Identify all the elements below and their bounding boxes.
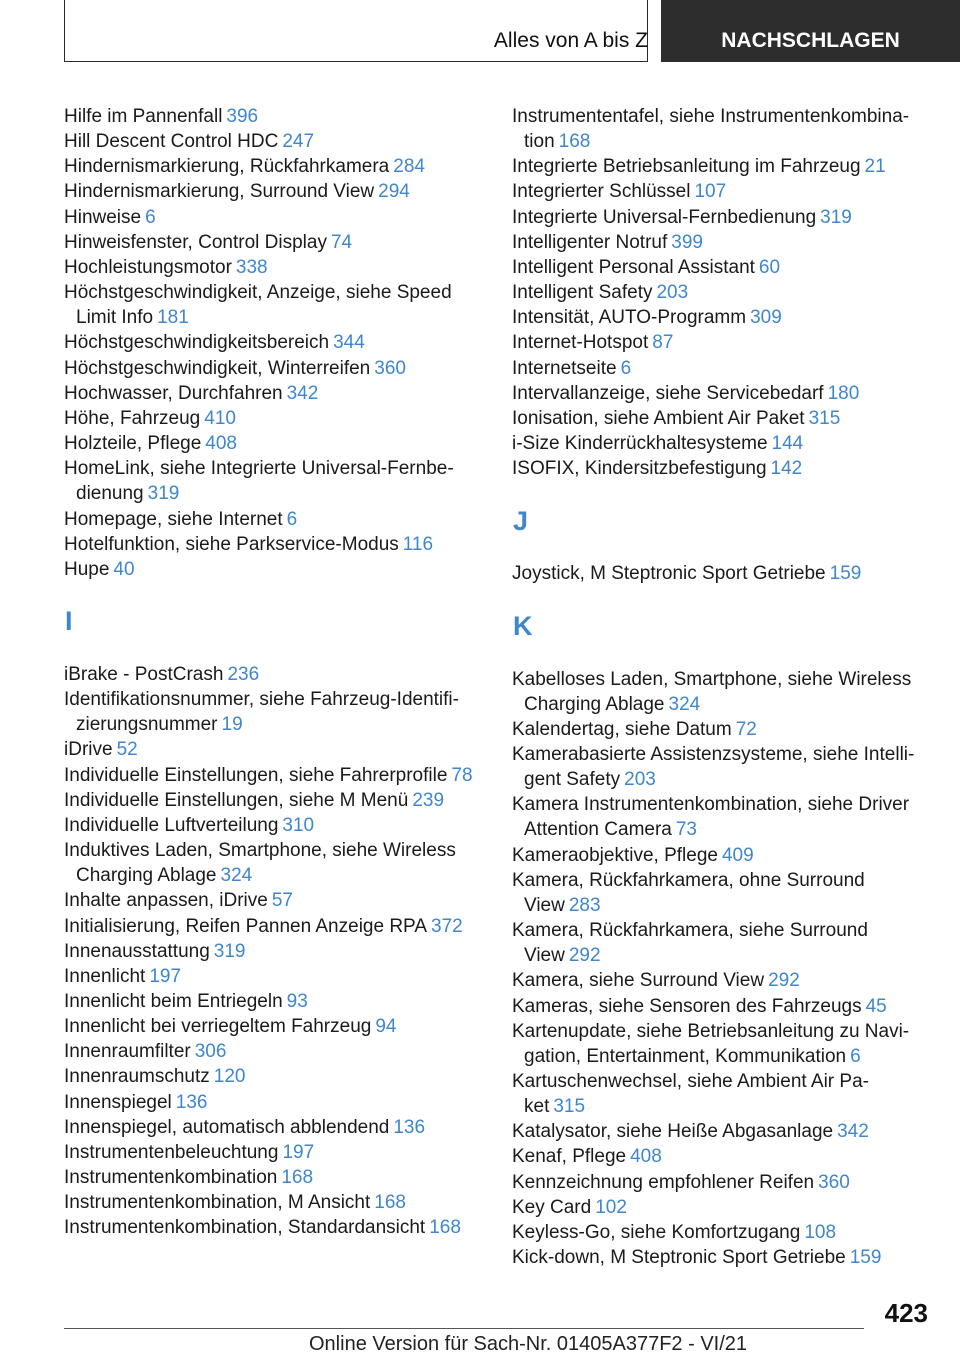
page-reference-link[interactable]: 87 [652, 332, 674, 354]
entry-term: Intensität, AUTO-Programm [512, 307, 747, 329]
entry-term: Höhe, Fahrzeug [64, 407, 201, 429]
index-entry [64, 557, 494, 582]
entry-term: Ionisation, siehe Ambient Air Paket [512, 407, 805, 429]
entry-term: iBrake - PostCrash [64, 663, 224, 685]
entry-term: Innenlicht beim Entriegeln [64, 991, 283, 1012]
entry-term: Hinweise [64, 206, 142, 228]
index-letter-heading: J [513, 505, 529, 536]
index-entry [512, 456, 942, 481]
index-entry [64, 431, 494, 456]
page-reference-link[interactable]: 107 [694, 181, 727, 203]
index-entry [64, 813, 494, 838]
index-entry [512, 305, 942, 330]
entry-term: Joystick, M Steptronic Sport Getriebe [512, 563, 826, 585]
page-reference-link[interactable]: 239 [412, 789, 445, 811]
entry-term: Kamera Instrumentenkombination, siehe Driver [512, 794, 910, 816]
entry-term: Kamera, Rückfahrkamera, siehe Surround [512, 920, 868, 942]
index-entry [512, 1170, 942, 1195]
page-reference-link[interactable]: 409 [721, 844, 754, 866]
entry-term: Initialisierung, Reifen Pannen Anzeige RPA [64, 915, 427, 937]
index-entry [64, 838, 494, 888]
page-reference-link[interactable]: 324 [668, 693, 701, 715]
page-reference-link[interactable]: 324 [220, 865, 253, 887]
entry-term: Instrumentenkombination [64, 1167, 278, 1189]
entry-term: Instrumentenbeleuchtung [64, 1141, 279, 1163]
entry-term-continuation: Charging Ablage [76, 865, 217, 887]
index-entry [64, 989, 494, 1014]
page-reference-link[interactable]: 399 [671, 231, 703, 253]
entry-term: Kalendertag, siehe Datum [512, 718, 732, 740]
page-reference-link[interactable]: 108 [804, 1221, 837, 1243]
page-reference-link[interactable]: 60 [758, 256, 781, 278]
index-entry [64, 687, 494, 737]
entry-term: Innenspiegel, automatisch abblendend [64, 1116, 390, 1138]
footer-text: Online Version für Sach-Nr. 01405A377F2 - VI/21 [309, 1333, 748, 1355]
index-column-left [64, 104, 494, 1241]
index-entry [64, 964, 494, 989]
page-reference-link[interactable]: 74 [330, 231, 353, 253]
index-entry [64, 1039, 494, 1064]
page-reference-link[interactable]: 142 [770, 458, 803, 480]
index-entry [512, 154, 942, 179]
index-entry [64, 914, 494, 939]
entry-term: Individuelle Einstellungen, siehe M Menü [64, 789, 409, 811]
entry-term: i-Size Kinderrückhaltesysteme [512, 433, 768, 455]
index-entry [64, 507, 494, 532]
page-reference-link[interactable]: 159 [849, 1247, 882, 1269]
index-entry [64, 381, 494, 406]
footer-divider [64, 1328, 864, 1329]
index-entry [64, 1140, 494, 1165]
page-reference-link[interactable]: 360 [374, 357, 406, 379]
entry-term: Kabelloses Laden, Smartphone, siehe Wireless [512, 668, 912, 690]
page-reference-link[interactable]: 40 [113, 558, 135, 580]
page-reference-link[interactable]: 319 [213, 940, 246, 962]
index-entry [64, 205, 494, 230]
entry-term: Innenausstattung [64, 940, 210, 962]
page-reference-link[interactable]: 52 [116, 739, 138, 761]
index-entry [512, 1019, 942, 1069]
page-reference-link[interactable]: 6 [620, 357, 632, 379]
entry-term: Integrierte Universal-Fernbedienung [512, 206, 817, 228]
entry-term: Hill Descent Control HDC [64, 131, 279, 153]
index-entry [512, 356, 942, 381]
index-entry [64, 1215, 494, 1240]
page-reference-link[interactable]: 197 [149, 965, 182, 987]
entry-term-continuation: View [524, 894, 565, 916]
page-reference-link[interactable]: 344 [333, 332, 365, 354]
page-reference-link[interactable]: 338 [235, 256, 268, 278]
entry-term: Hinweisfenster, Control Display [64, 231, 327, 253]
page-reference-link[interactable]: 247 [282, 131, 315, 153]
entry-term: Instrumentenkombination, Standardansicht [64, 1217, 426, 1239]
index-entry [512, 1195, 942, 1220]
entry-term: Intervallanzeige, siehe Servicebedarf [512, 382, 824, 404]
index-entry [64, 1064, 494, 1089]
page-reference-link[interactable]: 283 [568, 894, 601, 916]
page-reference-link[interactable]: 319 [820, 206, 852, 228]
entry-term: Kamerabasierte Assistenzsysteme, siehe Intelli‐ [512, 743, 915, 765]
page-reference-link[interactable]: 360 [818, 1171, 850, 1193]
entry-term-continuation: ket [524, 1096, 550, 1118]
entry-term-continuation: zierungsnummer [76, 714, 218, 736]
index-entry [512, 104, 942, 154]
entry-term: iDrive [64, 739, 113, 761]
entry-term: Hupe [64, 558, 110, 580]
entry-term: HomeLink, siehe Integrierte Universal-Fernbe‐ [64, 458, 454, 480]
index-entry [64, 230, 494, 255]
entry-term-continuation: dienung [76, 483, 144, 505]
entry-term-continuation: Attention Camera [524, 819, 672, 841]
entry-term: Instrumentenkombination, M Ansicht [64, 1192, 371, 1214]
page-reference-link[interactable]: 410 [204, 407, 236, 429]
index-entry [64, 888, 494, 913]
index-entry [512, 1119, 942, 1144]
page-reference-link[interactable]: 21 [864, 156, 886, 178]
page-reference-link[interactable]: 116 [402, 533, 434, 555]
index-entry [512, 381, 942, 406]
section-title: Alles von A bis Z [493, 29, 648, 52]
entry-term: Hochleistungsmotor [64, 256, 232, 278]
page-reference-link[interactable]: 93 [286, 991, 308, 1012]
page-reference-link[interactable]: 6 [145, 206, 156, 228]
index-entry [64, 532, 494, 557]
page-reference-link[interactable]: 197 [282, 1141, 315, 1163]
page-reference-link[interactable]: 45 [865, 995, 887, 1017]
entry-term: Kartenupdate, siehe Betriebsanleitung zu Navi‐ [512, 1020, 910, 1042]
index-entry [64, 737, 494, 762]
index-entry [512, 280, 942, 305]
entry-term: Kennzeichnung empfohlener Reifen [512, 1171, 815, 1193]
index-entry [64, 1090, 494, 1115]
index-entry [64, 280, 494, 330]
entry-term: Kamera, Rückfahrkamera, ohne Surround [512, 869, 865, 891]
page-reference-link[interactable]: 6 [286, 508, 298, 530]
index-entry [64, 255, 494, 280]
entry-term: Key Card [512, 1196, 592, 1218]
page-reference-link[interactable]: 168 [558, 131, 591, 153]
page-reference-link[interactable]: 284 [393, 156, 425, 178]
index-entry [64, 763, 494, 788]
index-entry [64, 1014, 494, 1039]
entry-term: Innenraumfilter [64, 1041, 191, 1063]
entry-term: Instrumententafel, siehe Instrumentenkombina‐ [512, 106, 910, 127]
index-entry [512, 843, 942, 868]
page-reference-link[interactable]: 315 [553, 1096, 586, 1118]
page-reference-link[interactable]: 342 [837, 1121, 869, 1143]
page-reference-link[interactable]: 168 [374, 1192, 406, 1214]
page-reference-link[interactable]: 292 [768, 970, 800, 992]
entry-term: Innenspiegel [64, 1091, 172, 1113]
entry-term: Internet-Hotspot [512, 332, 649, 354]
index-entry [64, 179, 494, 204]
entry-term: Innenlicht [64, 965, 146, 987]
index-entry [64, 330, 494, 355]
entry-term-continuation: gation, Entertainment, Kommunikation [524, 1045, 847, 1067]
page-reference-link[interactable]: 73 [675, 819, 697, 841]
page-reference-link[interactable]: 408 [205, 433, 237, 455]
index-entry [512, 742, 942, 792]
entry-term: Höchstgeschwindigkeitsbereich [64, 332, 330, 354]
page-reference-link[interactable]: 306 [194, 1041, 227, 1063]
page-reference-link[interactable]: 136 [393, 1116, 426, 1138]
index-entry [512, 179, 942, 204]
entry-term: Integrierte Betriebsanleitung im Fahrzeug [512, 156, 861, 178]
entry-term: Innenraumschutz [64, 1066, 210, 1088]
entry-term: Kick-down, M Steptronic Sport Getriebe [512, 1247, 846, 1269]
index-entry [512, 717, 942, 742]
entry-term-continuation: tion [524, 131, 555, 153]
index-entry [64, 104, 494, 129]
page-reference-link[interactable]: 342 [286, 382, 319, 404]
entry-term: Intelligent Personal Assistant [512, 256, 755, 278]
index-entry [512, 230, 942, 255]
entry-term: Holzteile, Pflege [64, 433, 202, 455]
index-letter-heading: I [65, 606, 73, 637]
entry-term: Hilfe im Pannenfall [64, 106, 223, 127]
entry-term: Individuelle Einstellungen, siehe Fahrerprofile [64, 764, 448, 786]
entry-term: Hindernismarkierung, Surround View [64, 181, 375, 203]
index-entry [512, 868, 942, 918]
index-entry [64, 939, 494, 964]
page-reference-link[interactable]: 203 [624, 769, 656, 791]
index-entry [512, 792, 942, 842]
entry-term: Intelligent Safety [512, 282, 653, 304]
index-entry [64, 356, 494, 381]
page-reference-link[interactable]: 294 [378, 181, 410, 203]
entry-term: Innenlicht bei verriegeltem Fahrzeug [64, 1016, 372, 1038]
page-reference-link[interactable]: 292 [568, 945, 601, 967]
entry-term: Kameraobjektive, Pflege [512, 844, 718, 866]
entry-term: Katalysator, siehe Heiße Abgasanlage [512, 1121, 834, 1143]
index-entry [512, 1220, 942, 1245]
page-reference-link[interactable]: 144 [771, 433, 804, 455]
entry-term-continuation: gent Safety [524, 769, 621, 791]
index-entry [512, 406, 942, 431]
page-reference-link[interactable]: 78 [451, 764, 473, 786]
index-column-right [512, 104, 942, 1270]
entry-term: Keyless-Go, siehe Komfortzugang [512, 1221, 801, 1243]
page-reference-link[interactable]: 57 [271, 890, 293, 912]
entry-term: Hindernismarkierung, Rückfahrkamera [64, 156, 390, 178]
page-reference-link[interactable]: 72 [735, 718, 757, 740]
entry-term: Integrierter Schlüssel [512, 181, 691, 203]
entry-term: Kamera, siehe Surround View [512, 970, 765, 992]
index-entry [512, 994, 942, 1019]
page-reference-link[interactable]: 319 [147, 483, 180, 505]
index-entry [64, 406, 494, 431]
entry-term: Kenaf, Pflege [512, 1146, 627, 1168]
chapter-tab: NACHSCHLAGEN [661, 0, 960, 62]
entry-term: Identifikationsnummer, siehe Fahrzeug-Identifi‐ [64, 689, 459, 711]
entry-term-continuation: Limit Info [76, 307, 154, 329]
index-entry [64, 662, 494, 687]
index-entry [64, 456, 494, 506]
page-reference-link[interactable]: 396 [226, 106, 259, 127]
page-reference-link[interactable]: 19 [221, 714, 243, 736]
entry-term: Höchstgeschwindigkeit, Winterreifen [64, 357, 371, 379]
page-reference-link[interactable]: 120 [213, 1066, 246, 1088]
entry-term: Hotelfunktion, siehe Parkservice-Modus [64, 533, 399, 555]
index-entry [512, 1245, 942, 1270]
page-reference-link[interactable]: 136 [175, 1091, 208, 1113]
index-entry [512, 205, 942, 230]
page-reference-link[interactable]: 372 [431, 915, 463, 937]
entry-term: ISOFIX, Kindersitzbefestigung [512, 458, 767, 480]
index-entry [512, 1144, 942, 1169]
page-reference-link[interactable]: 6 [850, 1045, 861, 1067]
entry-term: Höchstgeschwindigkeit, Anzeige, siehe Speed [64, 282, 452, 304]
index-entry [512, 330, 942, 355]
index-entry [512, 561, 942, 586]
index-entry [512, 667, 942, 717]
page-reference-link[interactable]: 181 [157, 307, 189, 329]
entry-term: Internetseite [512, 357, 617, 379]
page-reference-link[interactable]: 310 [282, 814, 315, 836]
entry-term: Intelligenter Notruf [512, 231, 668, 253]
page-number: 423 [884, 1298, 928, 1328]
entry-term-continuation: Charging Ablage [524, 693, 665, 715]
index-entry [64, 154, 494, 179]
page-reference-link[interactable]: 168 [281, 1167, 314, 1189]
page-reference-link[interactable]: 159 [829, 563, 862, 585]
page-reference-link[interactable]: 309 [750, 307, 782, 329]
index-entry [512, 918, 942, 968]
entry-term: Kartuschenwechsel, siehe Ambient Air Pa‐ [512, 1071, 869, 1092]
index-entry [512, 968, 942, 993]
entry-term-continuation: View [524, 945, 565, 967]
entry-term: Inhalte anpassen, iDrive [64, 890, 268, 912]
page-reference-link[interactable]: 408 [630, 1146, 662, 1168]
entry-term: Homepage, siehe Internet [64, 508, 283, 530]
page-reference-link[interactable]: 94 [375, 1016, 397, 1038]
index-entry [64, 788, 494, 813]
entry-term: Hochwasser, Durchfahren [64, 382, 283, 404]
page-reference-link[interactable]: 180 [827, 382, 860, 404]
page-reference-link[interactable]: 168 [429, 1217, 461, 1239]
entry-term: Individuelle Luftverteilung [64, 814, 279, 836]
index-entry [512, 255, 942, 280]
page-reference-link[interactable]: 236 [227, 663, 260, 685]
index-entry [64, 1165, 494, 1190]
page-reference-link[interactable]: 102 [595, 1196, 627, 1218]
page-reference-link[interactable]: 315 [808, 407, 841, 429]
entry-term: Induktives Laden, Smartphone, siehe Wireless [64, 840, 456, 862]
index-entry [512, 431, 942, 456]
index-entry [512, 1069, 942, 1119]
page-reference-link[interactable]: 203 [656, 282, 689, 304]
index-entry [64, 129, 494, 154]
entry-term: Kameras, siehe Sensoren des Fahrzeugs [512, 995, 862, 1017]
index-entry [64, 1190, 494, 1215]
index-letter-heading: K [513, 611, 533, 641]
index-entry [64, 1115, 494, 1140]
